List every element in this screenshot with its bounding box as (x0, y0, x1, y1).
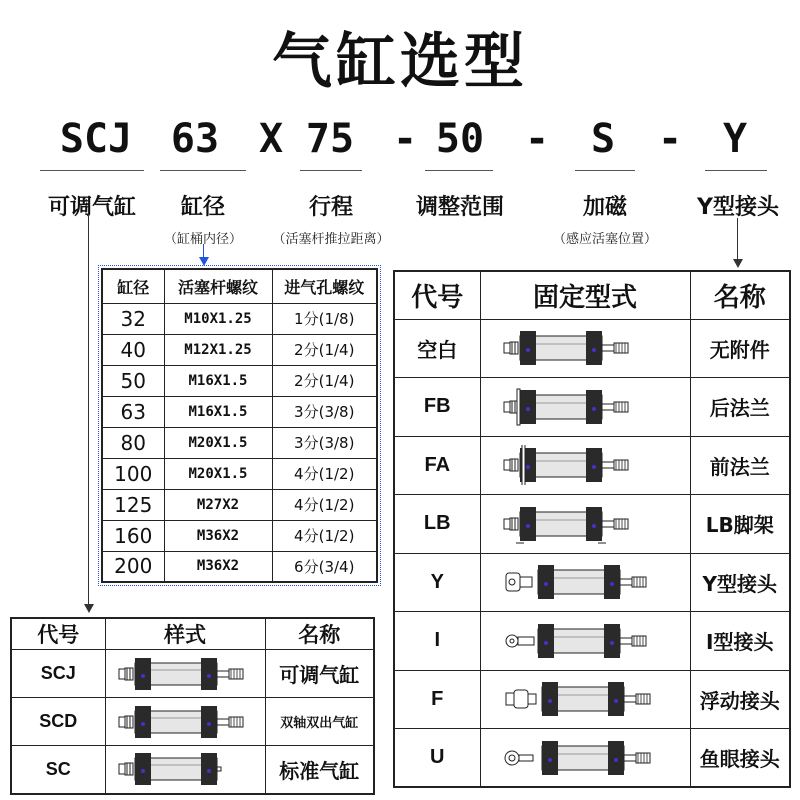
table-row (102, 489, 377, 520)
code-cell: SC (11, 746, 105, 794)
table-row (102, 458, 377, 489)
code-magnet: S (590, 116, 616, 162)
underline-bore (160, 170, 246, 171)
table-row (102, 365, 377, 396)
code-cell: 空白 (394, 319, 480, 378)
code-cell: SCJ (11, 650, 105, 698)
cylinder-plain-icon (480, 319, 690, 378)
cylinder-double-rod-icon (105, 698, 265, 746)
cylinder-front-flange-icon (480, 436, 690, 495)
label-stroke: 行程 (308, 195, 353, 220)
label-adjust-range: 调整范围 (415, 195, 504, 220)
table-row (394, 319, 790, 378)
port-thread-value: 2分(1/4) (272, 365, 377, 396)
table-row (102, 334, 377, 365)
code-joint: Y (722, 116, 748, 162)
name-cell: 双轴双出气缸 (265, 698, 374, 746)
name-cell: 前法兰 (690, 436, 790, 495)
cylinder-standard-icon (105, 746, 265, 794)
underline-magnet (575, 170, 635, 171)
bore-value: 200 (102, 551, 164, 582)
rod-thread-value: M16X1.5 (164, 396, 272, 427)
port-thread-value: 3分(3/8) (272, 427, 377, 458)
code-x: X (258, 116, 284, 162)
bore-value: 160 (102, 520, 164, 551)
rod-thread-value: M12X1.25 (164, 334, 272, 365)
arrow-down-icon (84, 604, 94, 613)
rod-thread-value: M20X1.5 (164, 458, 272, 489)
table-row (102, 396, 377, 427)
code-cell: Y (394, 553, 480, 612)
cylinder-i-joint-icon (480, 612, 690, 671)
arrow-down-icon (733, 259, 743, 268)
rod-thread-value: M27X2 (164, 489, 272, 520)
bore-value: 50 (102, 365, 164, 396)
rod-thread-value: M36X2 (164, 551, 272, 582)
table-row (11, 650, 374, 698)
code-cell: SCD (11, 698, 105, 746)
label-magnetic-sub: （感应活塞位置） (552, 232, 657, 247)
label-adjustable-cylinder: 可调气缸 (47, 195, 136, 220)
mount-table (393, 270, 791, 788)
port-thread-value: 3分(3/8) (272, 396, 377, 427)
style-header-code: 代号 (11, 618, 105, 650)
port-thread-value: 4分(1/2) (272, 520, 377, 551)
bore-value: 80 (102, 427, 164, 458)
underline-series (40, 170, 144, 171)
underline-adjust (425, 170, 493, 171)
table-row (102, 303, 377, 334)
table-row (394, 612, 790, 671)
connector-line-style (88, 214, 89, 606)
table-row (102, 520, 377, 551)
code-cell: LB (394, 495, 480, 554)
table-row (394, 378, 790, 437)
port-thread-value: 2分(1/4) (272, 334, 377, 365)
code-series: SCJ (59, 116, 133, 162)
port-thread-value: 1分(1/8) (272, 303, 377, 334)
table-row (394, 553, 790, 612)
bore-value: 100 (102, 458, 164, 489)
code-stroke: 75 (305, 116, 355, 162)
name-cell: LB脚架 (690, 495, 790, 554)
bore-header-port-thread: 进气孔螺纹 (272, 269, 377, 303)
table-row (394, 729, 790, 788)
label-stroke-sub: （活塞杆推拉距离） (272, 232, 390, 247)
code-bore: 63 (170, 116, 220, 162)
code-cell: F (394, 670, 480, 729)
table-row (394, 436, 790, 495)
bore-value: 63 (102, 396, 164, 427)
port-thread-value: 4分(1/2) (272, 489, 377, 520)
code-dash-3: - (657, 116, 683, 162)
table-row (102, 551, 377, 582)
label-y-joint: Y型接头 (697, 195, 779, 220)
code-dash-2: - (524, 116, 550, 162)
cylinder-y-joint-icon (480, 553, 690, 612)
style-header-style: 样式 (105, 618, 265, 650)
cylinder-floating-joint-icon (480, 670, 690, 729)
name-cell: 无附件 (690, 319, 790, 378)
code-dash-1: - (392, 116, 418, 162)
cylinder-adjustable-icon (105, 650, 265, 698)
cylinder-rod-eye-icon (480, 729, 690, 788)
table-row (11, 746, 374, 794)
label-bore-sub: （缸桶内径） (163, 232, 242, 247)
style-table (10, 617, 375, 795)
name-cell: 标准气缸 (265, 746, 374, 794)
bore-value: 40 (102, 334, 164, 365)
underline-joint (705, 170, 767, 171)
bore-value: 125 (102, 489, 164, 520)
mount-header-name: 名称 (690, 271, 790, 319)
name-cell: 可调气缸 (265, 650, 374, 698)
rod-thread-value: M16X1.5 (164, 365, 272, 396)
bore-table (101, 268, 378, 583)
code-adjust: 50 (435, 116, 485, 162)
code-cell: U (394, 729, 480, 788)
code-cell: FB (394, 378, 480, 437)
rod-thread-value: M36X2 (164, 520, 272, 551)
port-thread-value: 4分(1/2) (272, 458, 377, 489)
mount-header-type: 固定型式 (480, 271, 690, 319)
mount-header-code: 代号 (394, 271, 480, 319)
connector-line-mount (737, 218, 738, 260)
table-row (11, 698, 374, 746)
bore-value: 32 (102, 303, 164, 334)
name-cell: 后法兰 (690, 378, 790, 437)
bore-header-bore: 缸径 (102, 269, 164, 303)
table-row (102, 427, 377, 458)
name-cell: 浮动接头 (690, 670, 790, 729)
port-thread-value: 6分(3/4) (272, 551, 377, 582)
arrow-down-blue-icon (199, 257, 209, 266)
name-cell: Y型接头 (690, 553, 790, 612)
cylinder-foot-mount-icon (480, 495, 690, 554)
name-cell: 鱼眼接头 (690, 729, 790, 788)
rod-thread-value: M20X1.5 (164, 427, 272, 458)
rod-thread-value: M10X1.25 (164, 303, 272, 334)
style-header-name: 名称 (265, 618, 374, 650)
underline-stroke (300, 170, 362, 171)
code-cell: FA (394, 436, 480, 495)
page-title: 气缸选型 (272, 27, 528, 97)
name-cell: I型接头 (690, 612, 790, 671)
bore-header-rod-thread: 活塞杆螺纹 (164, 269, 272, 303)
code-cell: I (394, 612, 480, 671)
label-bore: 缸径 (180, 195, 225, 220)
table-row (394, 495, 790, 554)
connector-line-bore (203, 244, 204, 258)
label-magnetic: 加磁 (582, 195, 627, 220)
table-row (394, 670, 790, 729)
cylinder-rear-flange-icon (480, 378, 690, 437)
